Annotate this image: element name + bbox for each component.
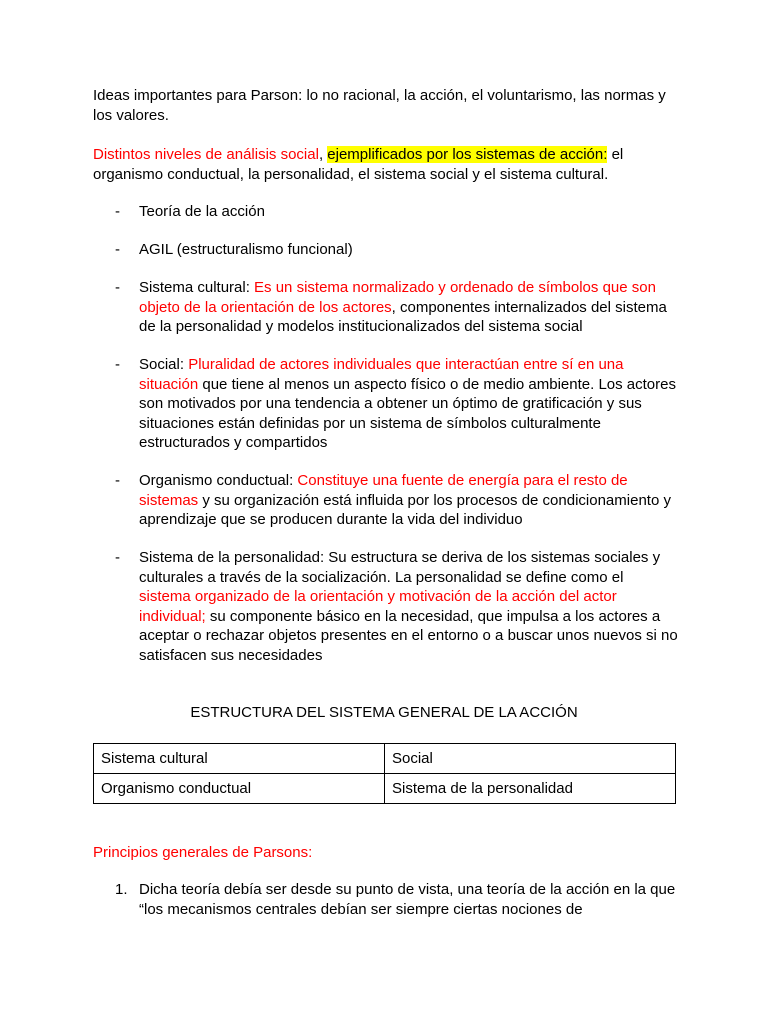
table-cell: Organismo conductual xyxy=(94,774,385,804)
levels-comma: , xyxy=(318,146,328,163)
levels-red-text: Distintos niveles de análisis social xyxy=(93,146,319,163)
list-item-text xyxy=(139,548,679,665)
levels-paragraph xyxy=(93,145,683,184)
table-cell: Sistema cultural xyxy=(94,744,385,774)
item-rest-text: y su organización está influida por los procesos de condicionamiento y aprendizaje que se producen durante la vida del individuo xyxy=(139,491,671,528)
list-item-text: Teoría de la acción xyxy=(139,203,265,220)
principles-heading: Principios generales de Parsons: xyxy=(93,844,313,861)
item-lead: Social: xyxy=(139,356,189,373)
item-red-text: Pluralidad de actores individuales que interactúan entre sí en una situación xyxy=(139,356,624,393)
list-dash: - xyxy=(115,472,120,489)
item-lead: Sistema de la personalidad: Su estructura se deriva de los sistemas sociales y culturales a través de la socialización. La personalidad se define como el xyxy=(139,549,661,586)
table-cell: Social xyxy=(385,744,676,774)
table-row xyxy=(94,744,676,774)
item-red-text: sistema organizado de la orientación y motivación de la acción del actor individual; xyxy=(139,588,617,625)
list-item-text xyxy=(139,471,679,530)
intro-paragraph: Ideas importantes para Parson: lo no racional, la acción, el voluntarismo, las normas y los valores. xyxy=(93,87,666,124)
list-dash: - xyxy=(115,241,120,258)
levels-highlight-text: ejemplificados por los sistemas de acción: xyxy=(327,146,608,163)
item-red-text: Es un sistema normalizado y ordenado de símbolos que son objeto de la orientación de los actores xyxy=(139,279,656,316)
structure-table xyxy=(93,743,676,804)
list-item-text xyxy=(139,278,679,337)
list-dash: - xyxy=(115,356,120,373)
item-lead: Sistema cultural: xyxy=(139,279,255,296)
list-dash: - xyxy=(115,549,120,566)
table-row xyxy=(94,774,676,804)
numbered-item-text: Dicha teoría debía ser desde su punto de vista, una teoría de la acción en la que “los mecanismos centrales debían ser siempre ciertas nociones de xyxy=(139,881,676,918)
table-cell: Sistema de la personalidad xyxy=(385,774,676,804)
table-title: ESTRUCTURA DEL SISTEMA GENERAL DE LA ACCIÓN xyxy=(190,704,578,721)
list-item-text: AGIL (estructuralismo funcional) xyxy=(139,241,353,258)
item-number: 1. xyxy=(115,881,128,898)
levels-rest-text: el organismo conductual, la personalidad, el sistema social y el sistema cultural. xyxy=(93,146,624,183)
item-red-text: Constituye una fuente de energía para el resto de sistemas xyxy=(139,472,628,509)
item-rest-text: su componente básico en la necesidad, que impulsa a los actores a aceptar o rechazar objetos presentes en el entorno o a buscar unos nuevos si no satisfacen sus necesidades xyxy=(139,607,678,664)
item-rest-text: , componentes internalizados del sistema de la personalidad y modelos institucionalizados del sistema social xyxy=(139,298,667,335)
item-rest-text: que tiene al menos un aspecto físico o de medio ambiente. Los actores son motivados por una tendencia a obtener un óptimo de gratificación y sus situaciones están definidas por un sistema de símbolos culturalmente estructurados y compartidos xyxy=(139,375,676,451)
item-lead: Organismo conductual: xyxy=(139,472,298,489)
list-dash: - xyxy=(115,279,120,296)
list-item-text xyxy=(139,355,679,453)
list-dash: - xyxy=(115,203,120,220)
